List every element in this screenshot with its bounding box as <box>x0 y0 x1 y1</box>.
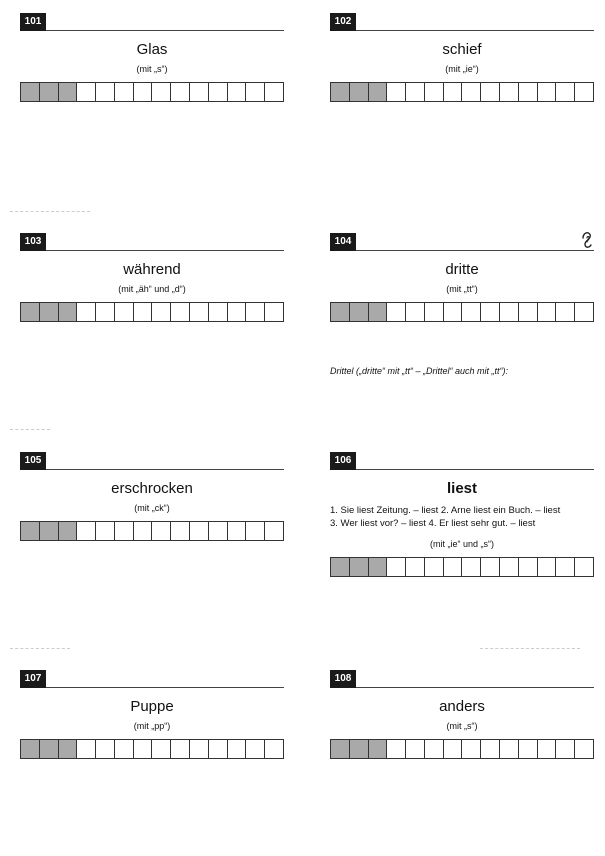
letter-box[interactable] <box>77 740 96 758</box>
spelling-hint: (mit „tt“) <box>446 284 478 294</box>
letter-box[interactable] <box>115 83 134 101</box>
word-card-106 <box>330 447 594 577</box>
letter-box[interactable] <box>171 303 190 321</box>
letter-box[interactable] <box>134 522 153 540</box>
letter-box[interactable] <box>40 83 59 101</box>
letter-box[interactable] <box>152 303 171 321</box>
card-number: 104 <box>330 233 356 251</box>
letter-box[interactable] <box>21 740 40 758</box>
letter-box[interactable] <box>556 558 575 576</box>
letter-box[interactable] <box>350 740 369 758</box>
spelling-hint: (mit „pp“) <box>133 721 171 731</box>
letter-box[interactable] <box>190 522 209 540</box>
letter-box[interactable] <box>444 558 463 576</box>
letter-box[interactable] <box>406 740 425 758</box>
card-number: 102 <box>330 13 356 31</box>
letter-box[interactable] <box>387 303 406 321</box>
letter-box[interactable] <box>425 83 444 101</box>
letter-box[interactable] <box>481 303 500 321</box>
letter-box[interactable] <box>350 303 369 321</box>
letter-grid[interactable] <box>330 739 594 759</box>
letter-box[interactable] <box>350 558 369 576</box>
letter-box[interactable] <box>538 303 557 321</box>
letter-grid[interactable] <box>20 302 284 322</box>
letter-box[interactable] <box>500 558 519 576</box>
letter-box[interactable] <box>331 303 350 321</box>
letter-box[interactable] <box>556 740 575 758</box>
spelling-hint: (mit „ck“) <box>134 503 170 513</box>
letter-box[interactable] <box>40 740 59 758</box>
letter-box[interactable] <box>134 83 153 101</box>
letter-box[interactable] <box>190 83 209 101</box>
card-word: während <box>123 261 181 278</box>
letter-box[interactable] <box>387 83 406 101</box>
spelling-hint: (mit „äh“ und „d“) <box>118 284 186 294</box>
card-word: Glas <box>136 41 168 58</box>
letter-box[interactable] <box>21 83 40 101</box>
word-card-104 <box>330 228 594 322</box>
letter-box[interactable] <box>171 740 190 758</box>
letter-box[interactable] <box>500 83 519 101</box>
letter-grid[interactable] <box>20 82 284 102</box>
letter-box[interactable] <box>556 303 575 321</box>
letter-box[interactable] <box>228 522 247 540</box>
letter-box[interactable] <box>96 522 115 540</box>
card-header <box>330 665 594 688</box>
letter-box[interactable] <box>538 558 557 576</box>
letter-box[interactable] <box>246 522 265 540</box>
letter-grid[interactable] <box>330 557 594 577</box>
card-number: 105 <box>20 452 46 470</box>
card-104-note: Drittel („dritte“ mit „tt“ – „Drittel“ auch mit „tt“): <box>330 366 509 376</box>
letter-box[interactable] <box>40 303 59 321</box>
example-sentence: 1. Sie liest Zeitung. – liest 2. Arne liest ein Buch. – liest <box>330 505 561 516</box>
letter-box[interactable] <box>350 83 369 101</box>
letter-box[interactable] <box>369 558 388 576</box>
card-word: erschrocken <box>111 480 193 497</box>
letter-box[interactable] <box>331 83 350 101</box>
letter-box[interactable] <box>265 522 283 540</box>
letter-box[interactable] <box>96 740 115 758</box>
letter-box[interactable] <box>115 522 134 540</box>
letter-grid[interactable] <box>330 302 594 322</box>
letter-box[interactable] <box>519 303 538 321</box>
letter-grid[interactable] <box>330 82 594 102</box>
letter-box[interactable] <box>59 83 78 101</box>
letter-box[interactable] <box>481 558 500 576</box>
letter-box[interactable] <box>519 558 538 576</box>
letter-box[interactable] <box>481 83 500 101</box>
word-card-103 <box>20 228 284 322</box>
letter-box[interactable] <box>152 740 171 758</box>
letter-box[interactable] <box>406 303 425 321</box>
letter-box[interactable] <box>444 83 463 101</box>
letter-box[interactable] <box>444 740 463 758</box>
cut-line <box>10 648 70 649</box>
card-number: 106 <box>330 452 356 470</box>
card-word: dritte <box>445 261 479 278</box>
letter-box[interactable] <box>462 558 481 576</box>
cut-line <box>10 211 90 212</box>
letter-box[interactable] <box>425 558 444 576</box>
card-word: Puppe <box>130 698 174 715</box>
letter-box[interactable] <box>575 558 593 576</box>
letter-box[interactable] <box>190 740 209 758</box>
letter-box[interactable] <box>134 740 153 758</box>
card-number: 107 <box>20 670 46 688</box>
letter-box[interactable] <box>59 303 78 321</box>
letter-box[interactable] <box>228 83 247 101</box>
letter-box[interactable] <box>369 740 388 758</box>
spelling-hint: (mit „ie“ und „s“) <box>429 539 494 549</box>
letter-box[interactable] <box>462 740 481 758</box>
letter-box[interactable] <box>115 303 134 321</box>
letter-box[interactable] <box>331 740 350 758</box>
letter-box[interactable] <box>134 303 153 321</box>
letter-box[interactable] <box>152 522 171 540</box>
letter-box[interactable] <box>519 740 538 758</box>
ear-icon <box>580 230 596 250</box>
letter-box[interactable] <box>369 83 388 101</box>
letter-box[interactable] <box>331 558 350 576</box>
letter-box[interactable] <box>575 740 593 758</box>
cut-line <box>480 648 580 649</box>
letter-box[interactable] <box>538 83 557 101</box>
letter-box[interactable] <box>406 558 425 576</box>
letter-box[interactable] <box>406 83 425 101</box>
letter-box[interactable] <box>519 83 538 101</box>
letter-box[interactable] <box>500 303 519 321</box>
card-word: liest <box>446 480 477 497</box>
card-word: schief <box>442 41 482 58</box>
letter-grid[interactable] <box>20 739 284 759</box>
letter-box[interactable] <box>77 83 96 101</box>
letter-box[interactable] <box>500 740 519 758</box>
cut-line <box>10 429 50 430</box>
spelling-hint: (mit „s“) <box>136 64 168 74</box>
card-header <box>20 228 284 251</box>
word-card-107 <box>20 665 284 759</box>
letter-box[interactable] <box>40 522 59 540</box>
spelling-hint: (mit „ie“) <box>445 64 479 74</box>
letter-box[interactable] <box>575 83 593 101</box>
letter-box[interactable] <box>425 740 444 758</box>
letter-box[interactable] <box>246 83 265 101</box>
letter-box[interactable] <box>246 303 265 321</box>
letter-box[interactable] <box>369 303 388 321</box>
letter-box[interactable] <box>209 303 228 321</box>
letter-box[interactable] <box>171 522 190 540</box>
word-card-102 <box>330 8 594 102</box>
letter-box[interactable] <box>575 303 593 321</box>
letter-box[interactable] <box>538 740 557 758</box>
card-header <box>20 447 284 470</box>
letter-box[interactable] <box>246 740 265 758</box>
letter-box[interactable] <box>171 83 190 101</box>
letter-box[interactable] <box>481 740 500 758</box>
card-header <box>20 8 284 31</box>
card-number: 101 <box>20 13 46 31</box>
letter-box[interactable] <box>265 303 283 321</box>
letter-box[interactable] <box>152 83 171 101</box>
letter-box[interactable] <box>96 303 115 321</box>
letter-box[interactable] <box>387 558 406 576</box>
letter-box[interactable] <box>556 83 575 101</box>
letter-box[interactable] <box>265 740 283 758</box>
card-number: 108 <box>330 670 356 688</box>
letter-box[interactable] <box>77 522 96 540</box>
letter-box[interactable] <box>77 303 96 321</box>
card-header <box>330 447 594 470</box>
letter-box[interactable] <box>265 83 283 101</box>
letter-box[interactable] <box>21 303 40 321</box>
letter-box[interactable] <box>115 740 134 758</box>
word-card-108 <box>330 665 594 759</box>
letter-box[interactable] <box>444 303 463 321</box>
letter-box[interactable] <box>190 303 209 321</box>
card-header <box>20 665 284 688</box>
letter-box[interactable] <box>228 303 247 321</box>
word-card-105 <box>20 447 284 541</box>
letter-box[interactable] <box>387 740 406 758</box>
letter-box[interactable] <box>209 522 228 540</box>
card-word: anders <box>439 698 485 715</box>
letter-box[interactable] <box>462 303 481 321</box>
card-header <box>330 8 594 31</box>
letter-grid[interactable] <box>20 521 284 541</box>
letter-box[interactable] <box>209 740 228 758</box>
letter-box[interactable] <box>59 740 78 758</box>
letter-box[interactable] <box>21 522 40 540</box>
letter-box[interactable] <box>462 83 481 101</box>
letter-box[interactable] <box>96 83 115 101</box>
word-card-101 <box>20 8 284 102</box>
spelling-hint: (mit „s“) <box>446 721 478 731</box>
example-sentence: 3. Wer liest vor? – liest 4. Er liest sehr gut. – liest <box>330 518 536 529</box>
letter-box[interactable] <box>209 83 228 101</box>
card-header <box>330 228 594 251</box>
letter-box[interactable] <box>59 522 78 540</box>
letter-box[interactable] <box>425 303 444 321</box>
letter-box[interactable] <box>228 740 247 758</box>
card-number: 103 <box>20 233 46 251</box>
